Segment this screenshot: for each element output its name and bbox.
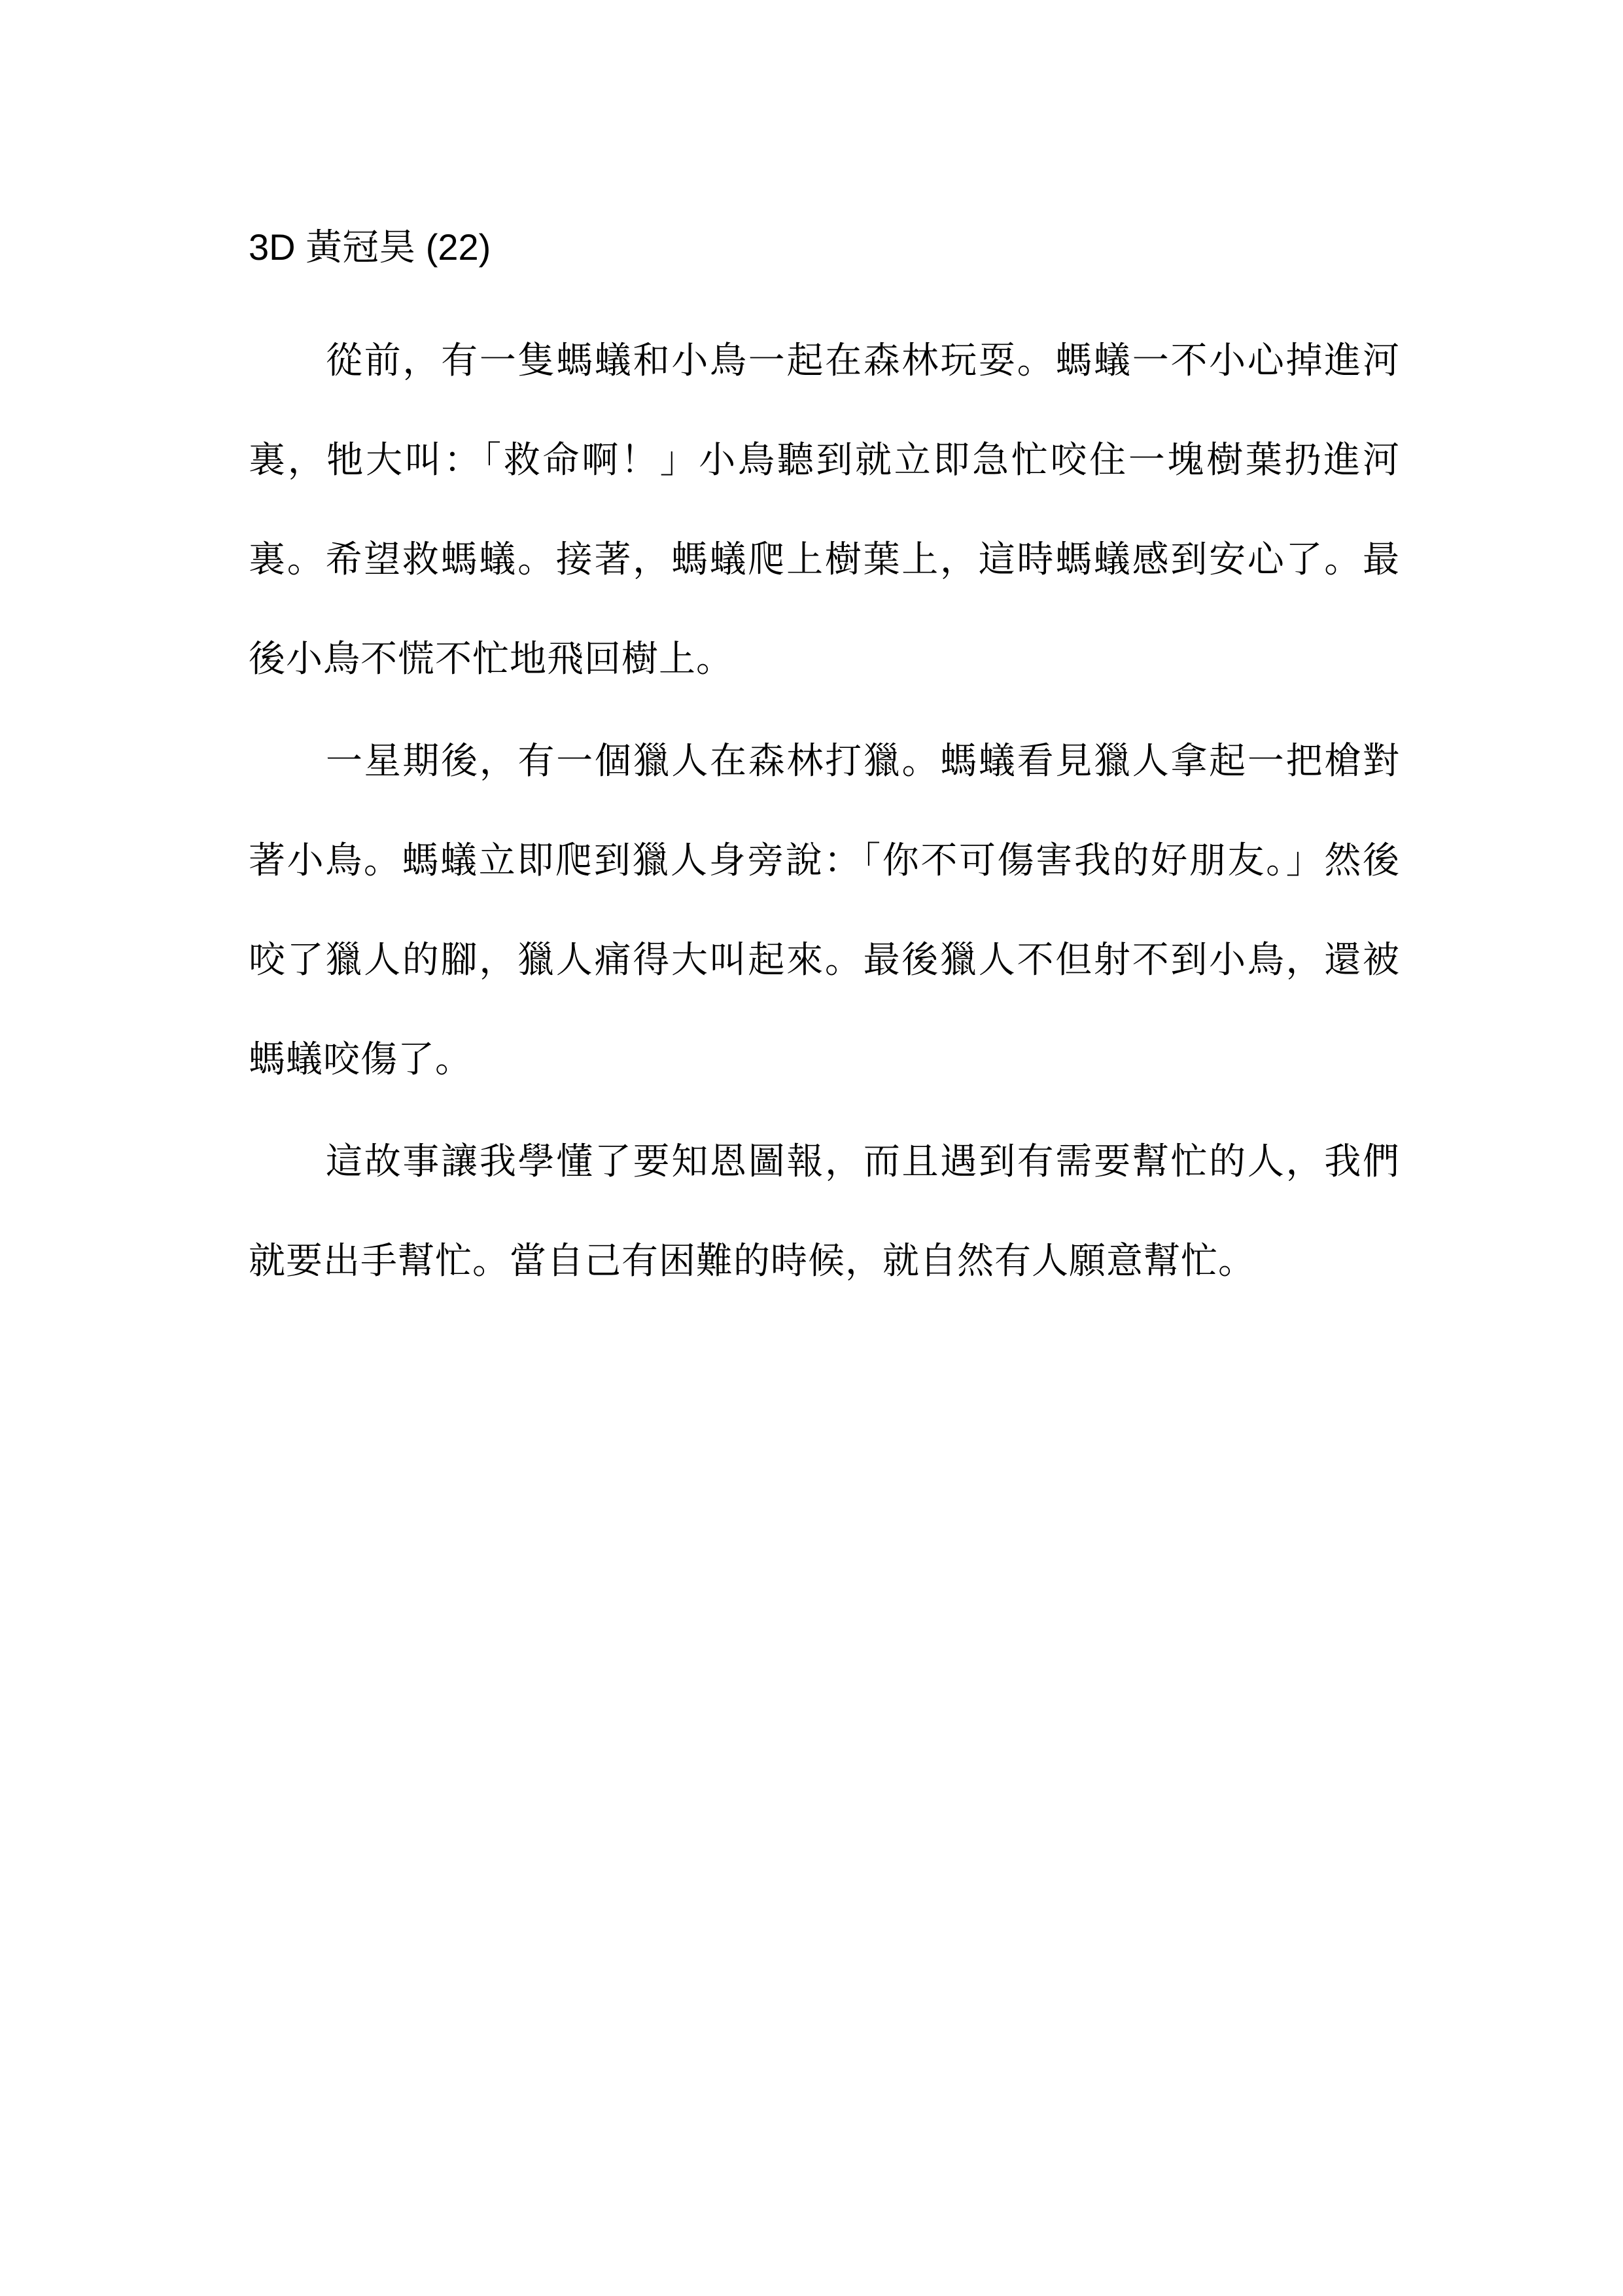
paragraph-3: 這故事讓我學懂了要知恩圖報，而且遇到有需要幫忙的人，我們就要出手幫忙。當自己有困難的時候，就自然有人願意幫忙。 bbox=[249, 1140, 1400, 1282]
paragraph-1: 從前，有一隻螞蟻和小鳥一起在森林玩耍。螞蟻一不小心掉進河裏，牠大叫：「救命啊！」小鳥聽到就立即急忙咬住一塊樹葉扔進河裏。希望救螞蟻。接著，螞蟻爬上樹葉上，這時螞蟻感到安心了。最後小鳥不慌不忙地飛回樹上。 bbox=[249, 340, 1400, 680]
essay-body bbox=[249, 216, 1400, 1314]
student-name-header: 3D 黃冠昊 (22) bbox=[249, 226, 491, 268]
paragraph-2: 一星期後，有一個獵人在森林打獵。螞蟻看見獵人拿起一把槍對著小鳥。螞蟻立即爬到獵人身旁說：「你不可傷害我的好朋友。」然後咬了獵人的腳，獵人痛得大叫起來。最後獵人不但射不到小鳥，還被螞蟻咬傷了。 bbox=[249, 740, 1400, 1081]
